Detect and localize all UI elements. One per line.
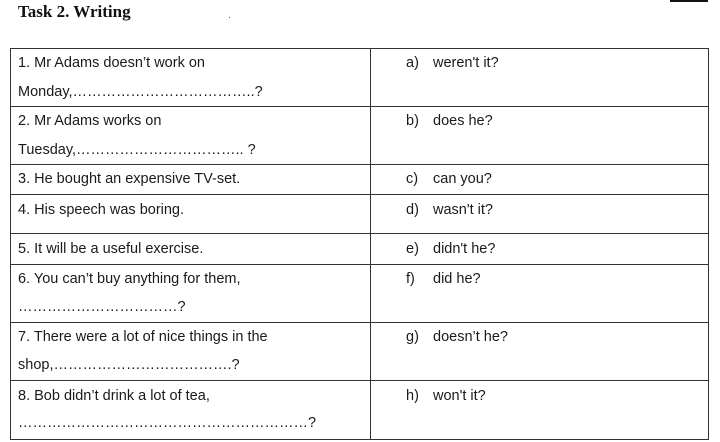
answer-text: can you? [433, 171, 492, 187]
question-text: Monday,………………………………..? [18, 83, 263, 100]
table-row [11, 165, 709, 195]
answer-cell [371, 380, 709, 439]
answer-label: d) [406, 201, 419, 218]
stray-dot [229, 17, 230, 18]
question-text: Tuesday,…………………………….. ? [18, 141, 256, 158]
answer-label: e) [406, 240, 419, 257]
corner-rule [670, 0, 708, 2]
answer-cell [371, 165, 709, 195]
answer-text: does he? [433, 113, 493, 129]
answer-label: f) [406, 270, 415, 287]
answer-cell [371, 194, 709, 233]
table-row [11, 194, 709, 233]
table-row [11, 49, 709, 107]
table-row [11, 322, 709, 380]
answer-label: h) [406, 387, 419, 404]
question-text: 8. Bob didn’t drink a lot of tea, [18, 387, 210, 404]
answer-text: weren't it? [433, 55, 499, 71]
answer-label: c) [406, 171, 419, 187]
question-text: 2. Mr Adams works on [18, 113, 162, 129]
question-cell [11, 165, 371, 195]
question-text: shop,……………………………….? [18, 357, 240, 373]
question-cell [11, 322, 371, 380]
table-row [11, 264, 709, 322]
answer-cell [371, 107, 709, 165]
answer-text: did he? [433, 270, 481, 287]
question-text: 3. He bought an expensive TV-set. [18, 171, 241, 187]
answer-text: won't it? [433, 387, 486, 404]
matching-table [10, 48, 709, 440]
question-text: 1. Mr Adams doesn’t work on [18, 55, 205, 71]
question-text: ……………………………………………………? [18, 414, 317, 431]
answer-cell [371, 49, 709, 107]
question-cell [11, 194, 371, 233]
answer-cell [371, 322, 709, 380]
question-text: 7. There were a lot of nice things in the [18, 328, 268, 345]
answer-text: doesn’t he? [433, 328, 508, 345]
question-cell [11, 380, 371, 439]
answer-label: g) [406, 328, 419, 345]
question-text: 5. It will be a useful exercise. [18, 240, 204, 257]
answer-label: a) [406, 55, 419, 71]
table-row [11, 233, 709, 264]
task-title: Task 2. Writing [18, 2, 131, 21]
question-cell [11, 107, 371, 165]
answer-text: wasn't it? [433, 201, 493, 218]
question-cell [11, 49, 371, 107]
answer-text: didn't he? [433, 240, 496, 257]
answer-cell [371, 264, 709, 322]
table-row [11, 380, 709, 439]
table-row [11, 107, 709, 165]
question-text: ……………………………? [18, 299, 186, 315]
question-cell [11, 264, 371, 322]
question-text: 4. His speech was boring. [18, 201, 185, 218]
question-text: 6. You can’t buy anything for them, [18, 270, 241, 287]
answer-label: b) [406, 113, 419, 129]
question-cell [11, 233, 371, 264]
answer-cell [371, 233, 709, 264]
